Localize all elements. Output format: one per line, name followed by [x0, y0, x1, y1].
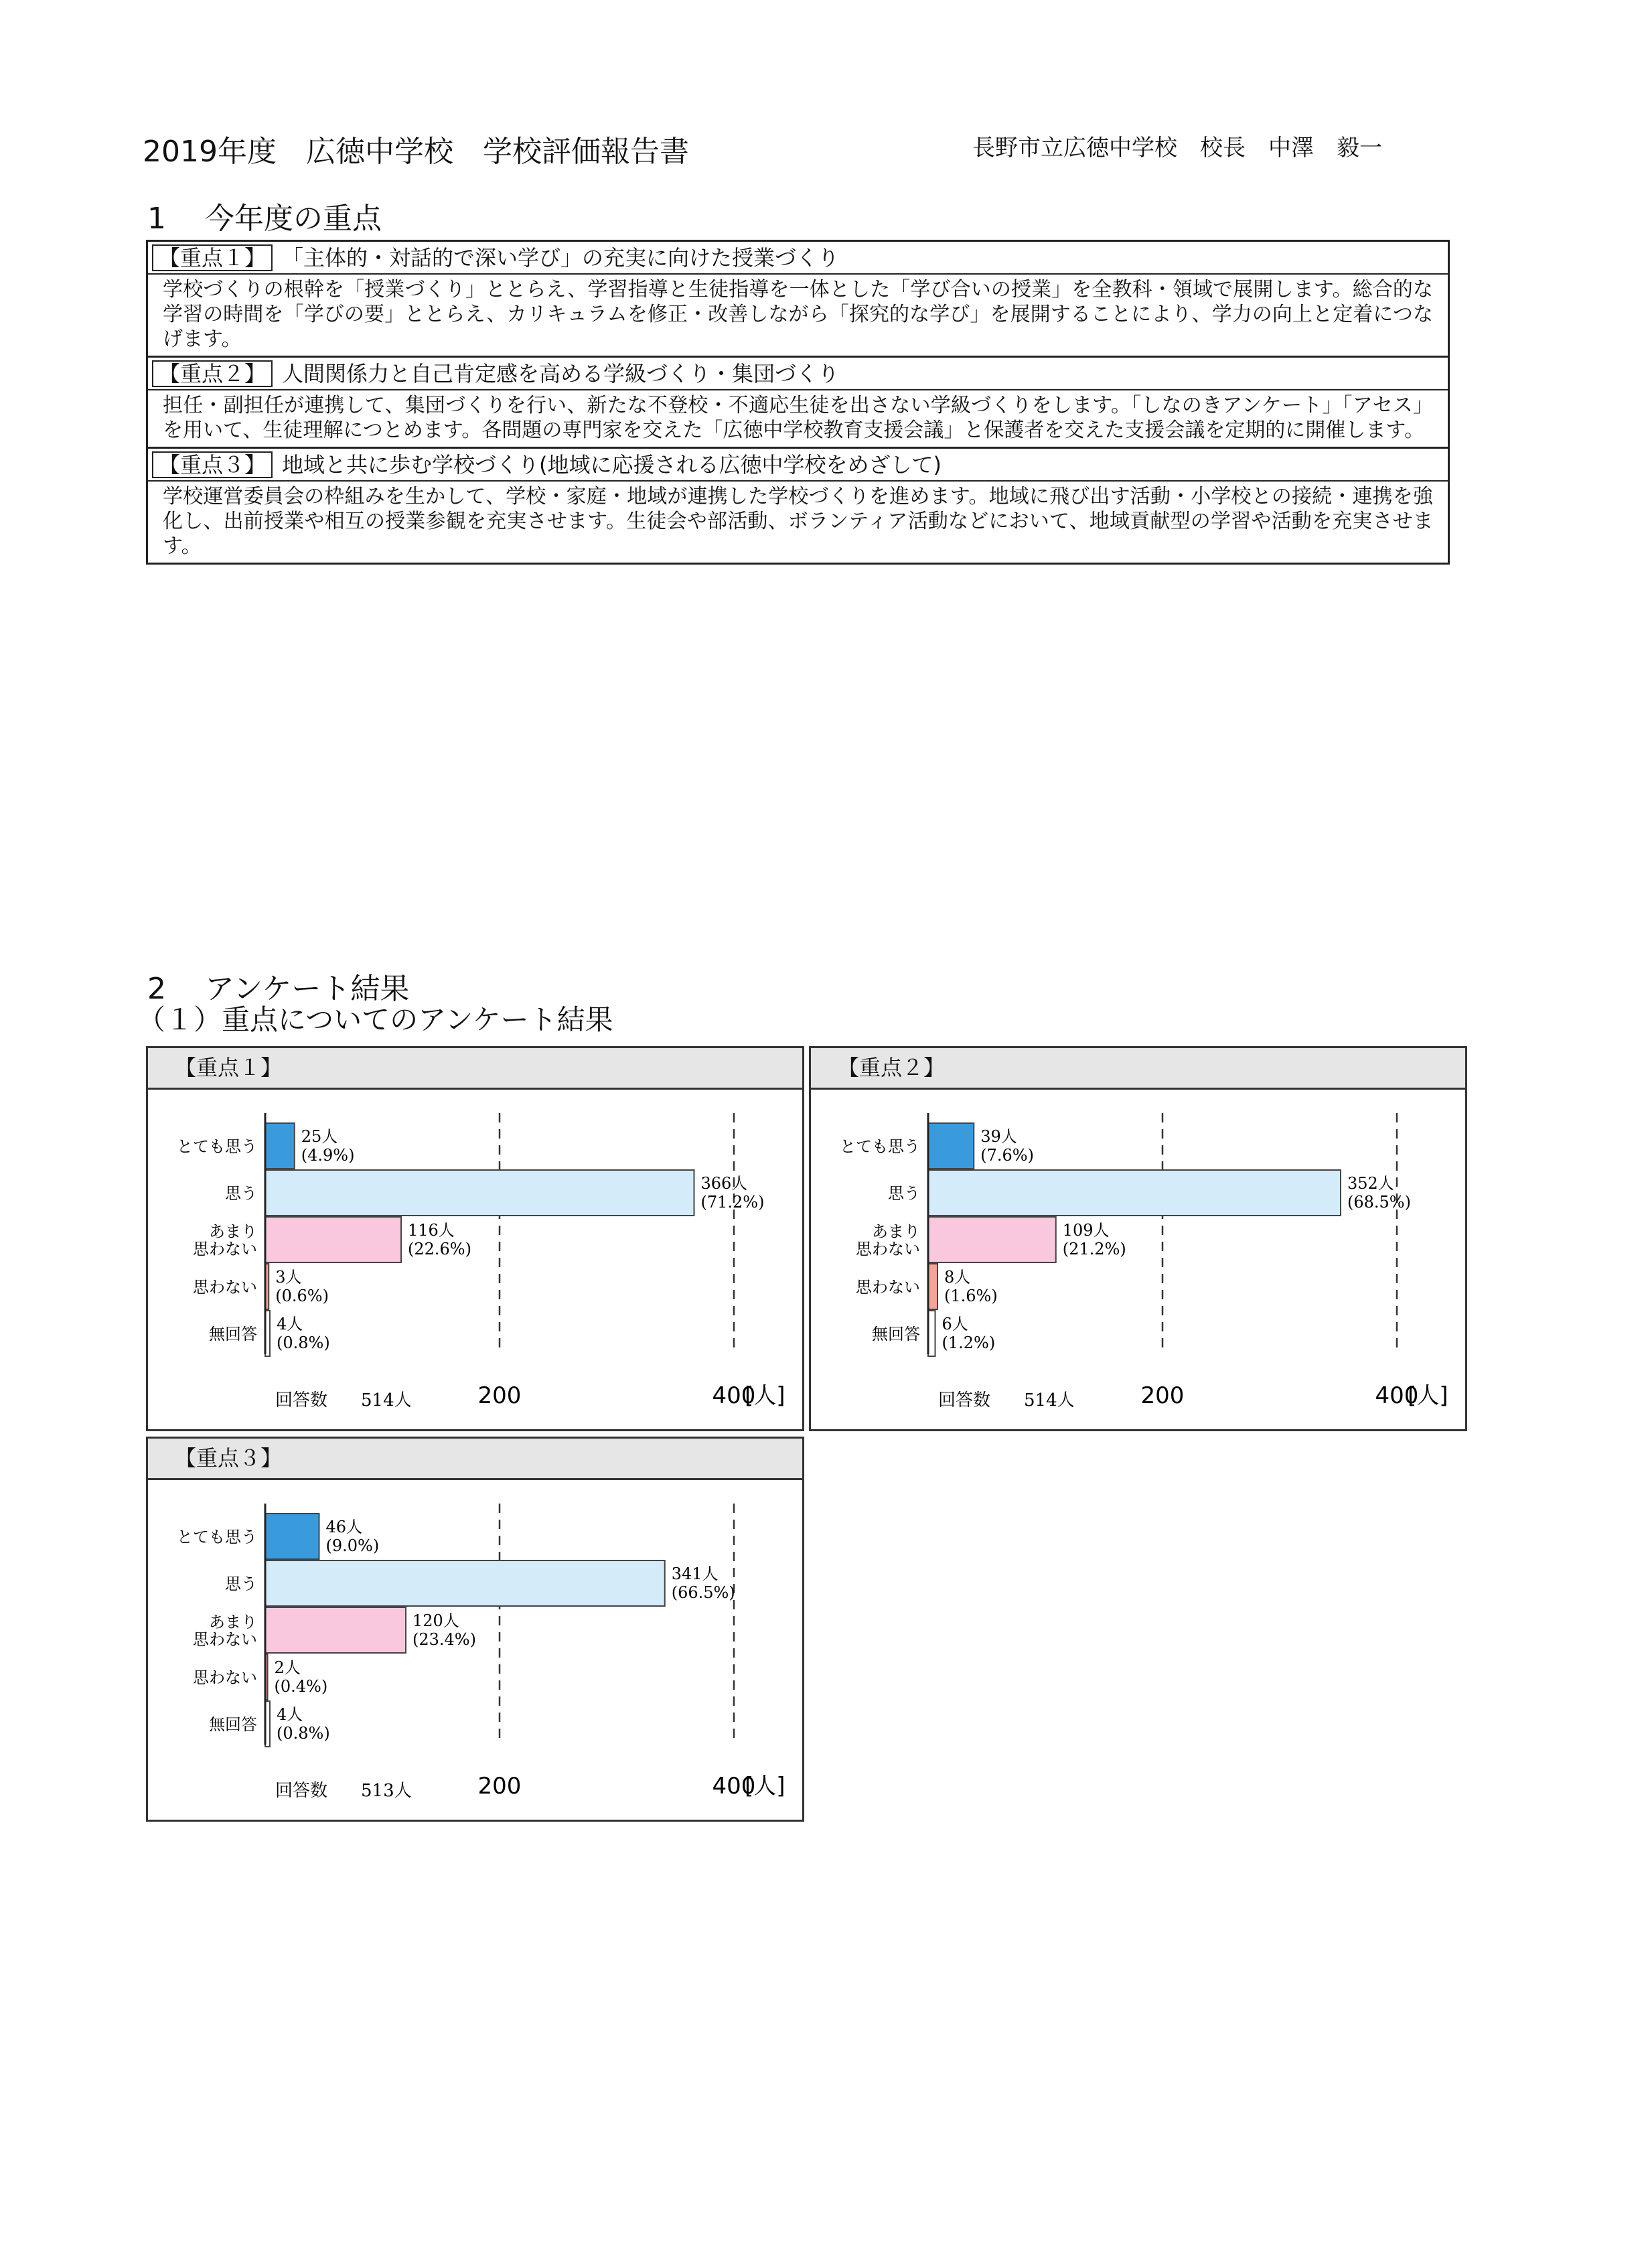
percent-label: (0.6%) — [275, 1287, 329, 1305]
chart-panel-title: 【重点２】 — [811, 1048, 1465, 1090]
section-2-subheading: （１）重点についてのアンケート結果 — [137, 1003, 613, 1036]
bar — [265, 1514, 319, 1559]
percent-label: (4.9%) — [301, 1146, 355, 1165]
section-2-heading: 2 アンケート結果 — [147, 972, 410, 1006]
value-label: 3人 — [275, 1268, 302, 1287]
total-respondents-value: 514人 — [361, 1390, 412, 1410]
axis-unit-label: [人] — [1408, 1382, 1448, 1409]
value-label: 366人 — [700, 1174, 748, 1193]
tick-label: 400 — [1375, 1382, 1419, 1409]
axis-unit-label: [人] — [745, 1773, 785, 1800]
priority-2-tag: 【重点２】 — [152, 360, 273, 387]
value-label: 116人 — [408, 1221, 455, 1240]
bar — [265, 1217, 401, 1262]
tick-label: 400 — [712, 1773, 756, 1800]
priority-1 — [148, 242, 1448, 358]
percent-label: (22.6%) — [408, 1240, 471, 1258]
category-label: 思わない — [193, 1278, 257, 1297]
axis-unit-label: [人] — [745, 1382, 785, 1409]
category-label: とても思う — [177, 1528, 257, 1546]
document-title: 2019年度 広徳中学校 学校評価報告書 — [143, 135, 689, 169]
priority-1-title: 「主体的・対話的で深い学び」の充実に向けた授業づくり — [282, 245, 840, 271]
category-label: 思う — [888, 1184, 920, 1203]
value-label: 352人 — [1347, 1174, 1394, 1193]
category-label: 思わない — [193, 1668, 257, 1687]
total-respondents-value: 513人 — [361, 1781, 412, 1801]
category-label: あまり — [872, 1222, 920, 1241]
category-label: 無回答 — [872, 1325, 920, 1343]
priority-2-title: 人間関係力と自己肯定感を高める学級づくり・集団づくり — [282, 361, 840, 386]
value-label: 25人 — [301, 1127, 338, 1146]
value-label: 4人 — [277, 1705, 303, 1724]
percent-label: (0.4%) — [274, 1677, 328, 1696]
bar — [928, 1217, 1056, 1262]
value-label: 6人 — [942, 1315, 968, 1333]
priorities-table — [146, 240, 1450, 565]
category-label: あまり — [209, 1613, 257, 1631]
percent-label: (0.8%) — [277, 1724, 330, 1743]
chart-panel-priority-2 — [809, 1046, 1467, 1431]
value-label: 39人 — [980, 1127, 1017, 1146]
survey-bar-chart-priority-3 — [148, 1480, 802, 1820]
category-label: とても思う — [177, 1137, 257, 1156]
priority-3-body: 学校運営委員会の枠組みを生かして、学校・家庭・地域が連携した学校づくりを進めます。地域に飛び出す活動・小学校との接続・連携を強化し、出前授業や相互の授業参観を充実させます。生徒会や部活動、ボランティア活動などにおいて、地域貢献型の学習や活動を充実させます。 — [163, 485, 1433, 558]
value-label: 2人 — [274, 1658, 301, 1677]
bar — [928, 1311, 935, 1356]
percent-label: (1.2%) — [942, 1333, 996, 1352]
percent-label: (0.8%) — [277, 1333, 330, 1352]
total-respondents-label: 回答数 — [275, 1390, 328, 1410]
bar — [928, 1170, 1341, 1216]
bar — [265, 1560, 665, 1606]
value-label: 8人 — [944, 1268, 971, 1287]
tick-label: 200 — [477, 1773, 522, 1800]
category-label: 無回答 — [209, 1325, 257, 1343]
value-label: 120人 — [412, 1611, 459, 1630]
survey-bar-chart-priority-2 — [811, 1090, 1465, 1429]
percent-label: (9.0%) — [325, 1536, 380, 1555]
priority-3-tag: 【重点３】 — [152, 451, 273, 478]
total-respondents-label: 回答数 — [275, 1781, 328, 1801]
bar — [265, 1607, 406, 1653]
percent-label: (21.2%) — [1062, 1240, 1126, 1258]
category-label: 思わない — [856, 1278, 920, 1297]
priority-2-body: 担任・副担任が連携して、集団づくりを行い、新たな不登校・不適応生徒を出さない学級づくりをします。「しなのきアンケート」「アセス」を用いて、生徒理解につとめます。各問題の専門家を交えた「広徳中学校教育支援会議」と保護者を交えた支援会議を定期的に開催します。 — [148, 390, 1448, 449]
priority-1-header — [148, 242, 1448, 275]
value-label: 341人 — [671, 1565, 719, 1583]
priority-3-title: 地域と共に歩む学校づくり(地域に応援される広徳中学校をめざして) — [282, 452, 942, 478]
category-label: 思わない — [856, 1240, 920, 1258]
chart-panel-title: 【重点１】 — [148, 1048, 802, 1090]
category-label: とても思う — [840, 1137, 920, 1156]
priority-2 — [148, 358, 1448, 449]
section-1-heading: 1 今年度の重点 — [147, 202, 382, 236]
category-label: 思う — [225, 1184, 257, 1203]
percent-label: (68.5%) — [1347, 1193, 1411, 1212]
category-label: 思わない — [193, 1630, 257, 1649]
percent-label: (1.6%) — [944, 1287, 998, 1305]
value-label: 4人 — [277, 1315, 303, 1333]
total-respondents-value: 514人 — [1024, 1390, 1075, 1410]
bar — [265, 1170, 694, 1216]
survey-bar-chart-priority-1 — [148, 1090, 802, 1429]
tick-label: 200 — [477, 1382, 522, 1409]
priority-2-header — [148, 358, 1448, 390]
percent-label: (23.4%) — [412, 1630, 476, 1649]
total-respondents-label: 回答数 — [938, 1390, 991, 1410]
school-principal-line: 長野市立広徳中学校 校長 中澤 毅一 — [972, 135, 1382, 161]
category-label: 思わない — [193, 1240, 257, 1258]
category-label: 思う — [225, 1575, 257, 1593]
percent-label: (7.6%) — [980, 1146, 1034, 1165]
category-label: あまり — [209, 1222, 257, 1241]
chart-panel-title: 【重点３】 — [148, 1439, 802, 1480]
tick-label: 400 — [712, 1382, 756, 1409]
priority-3-header — [148, 449, 1448, 482]
chart-panel-priority-3 — [146, 1437, 804, 1822]
percent-label: (71.2%) — [700, 1193, 765, 1212]
priority-3 — [148, 449, 1448, 563]
value-label: 109人 — [1062, 1221, 1110, 1240]
priority-1-tag: 【重点１】 — [152, 244, 273, 271]
bar — [928, 1264, 937, 1309]
bar — [265, 1123, 295, 1169]
category-label: 無回答 — [209, 1715, 257, 1734]
percent-label: (66.5%) — [671, 1583, 735, 1602]
tick-label: 200 — [1140, 1382, 1185, 1409]
bar — [928, 1123, 974, 1169]
chart-panel-priority-1 — [146, 1046, 804, 1431]
value-label: 46人 — [325, 1518, 363, 1536]
priority-1-body: 学校づくりの根幹を「授業づくり」ととらえ、学習指導と生徒指導を一体とした「学び合いの授業」を全教科・領域で展開します。総合的な学習の時間を「学びの要」ととらえ、カリキュラムを修正・改善しながら「探究的な学び」を展開することにより、学力の向上と定着につなげます。 — [148, 275, 1448, 358]
